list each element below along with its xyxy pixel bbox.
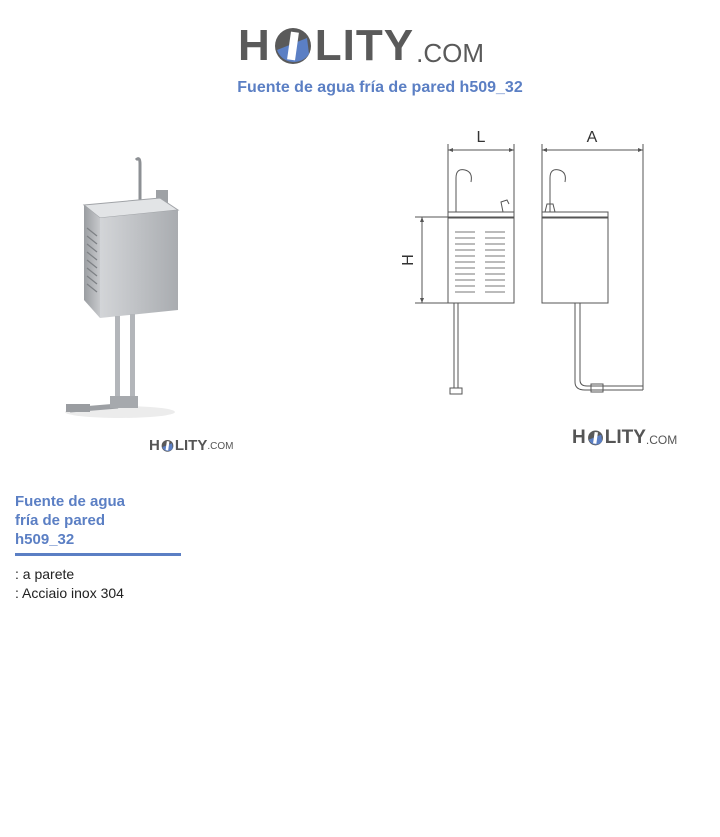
- logo-globe-icon: [160, 438, 175, 453]
- product-name-line: Fuente de agua: [15, 493, 126, 510]
- logo-domain: .COM: [416, 38, 484, 68]
- technical-drawing: [395, 120, 655, 405]
- logo-globe-icon: [586, 428, 605, 447]
- brand-logo-small: [149, 438, 233, 453]
- logo-domain: .COM: [645, 433, 678, 447]
- dimension-label-height: H: [400, 254, 417, 266]
- product-photo: [60, 150, 200, 420]
- divider: [15, 553, 181, 556]
- logo-letters-lity: LITY: [604, 427, 646, 448]
- logo-letter-h: H: [149, 437, 160, 454]
- product-name: [15, 492, 185, 549]
- spec-list: [15, 565, 124, 603]
- logo-letter-h: H: [238, 21, 271, 70]
- logo-globe-icon: [271, 22, 315, 68]
- logo-letter-h: H: [572, 427, 586, 448]
- logo-domain: .COM: [207, 441, 234, 452]
- page-title: Fuente de agua fría de pared h509_32: [237, 79, 523, 96]
- logo-letters-lity: LITY: [174, 437, 208, 454]
- spec-item-material: : Acciaio inox 304: [15, 585, 124, 601]
- dimension-label-depth: A: [586, 129, 598, 146]
- logo-letters-lity: LITY: [314, 21, 415, 70]
- product-name-line: fría de pared: [15, 512, 106, 529]
- product-name-line: h509_32: [15, 531, 75, 548]
- brand-logo-small: [572, 428, 677, 447]
- brand-logo: [238, 14, 484, 68]
- spec-item-mounting: : a parete: [15, 566, 75, 582]
- dimension-label-width: L: [476, 129, 486, 146]
